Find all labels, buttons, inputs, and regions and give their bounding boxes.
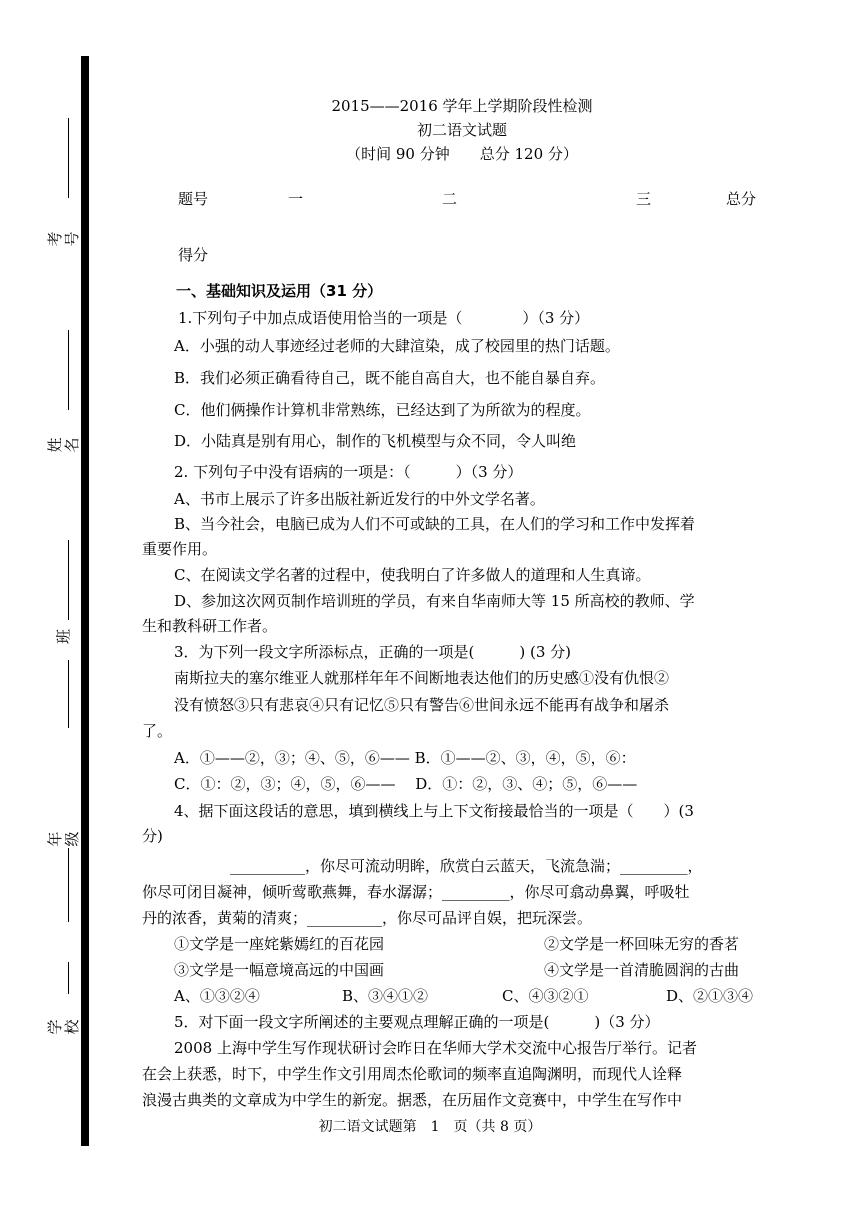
- score-row-label: 得分: [178, 246, 209, 264]
- side-line: [68, 660, 69, 728]
- passage-text: 2008 上海中学生写作现状研讨会昨日在华师大学术交流中心报告厅举行。记者: [174, 1039, 697, 1057]
- score-header-label: 题号: [178, 190, 209, 208]
- choice-item: ②文学是一杯回味无穷的香茗: [544, 935, 740, 953]
- option-text: 生和教科研工作者。: [142, 617, 278, 635]
- score-col-2: 二: [442, 190, 458, 208]
- passage-text: 南斯拉夫的塞尔维亚人就那样年年不间断地表达他们的历史感①没有仇恨②: [174, 669, 670, 687]
- score-col-1: 一: [288, 190, 304, 208]
- option-text: D、参加这次网页制作培训班的学员，有来自华南师大等 15 所高校的教师、学: [174, 592, 695, 610]
- side-label-name: 姓名: [46, 437, 81, 453]
- score-col-3: 三: [636, 190, 652, 208]
- side-label-exam-no: 考号: [46, 231, 81, 247]
- question-5: 5．对下面一段文字所阐述的主要观点理解正确的一项是( )（3 分）: [174, 1013, 660, 1031]
- passage-text: 了。: [142, 722, 173, 740]
- page-footer: 初二语文试题第 1 页（共 8 页）: [318, 1119, 542, 1135]
- side-line: [68, 848, 69, 922]
- question-4: 4、据下面这段话的意思，填到横线上与上下文衔接最恰当的一项是（ ）(3: [174, 802, 694, 820]
- passage-text: 你尽可闭目凝神，倾听莺歌燕舞，春水潺潺；_________，你尽可翕动鼻翼，呼吸牡: [142, 883, 690, 901]
- side-line: [68, 962, 69, 994]
- side-line: [68, 330, 69, 410]
- option-text: A．①——②，③；④、⑤，⑥—— B．①——②、③，④，⑤，⑥：: [174, 749, 636, 767]
- option-text: 重要作用。: [142, 540, 218, 558]
- option-text: C、在阅读文学名著的过程中，使我明白了许多做人的道理和人生真谛。: [174, 566, 651, 584]
- side-label-grade: 年级: [46, 831, 81, 847]
- option-text: C．他们俩操作计算机非常熟练，已经达到了为所欲为的程度。: [174, 401, 591, 419]
- passage-text: 丹的浓香，黄菊的清爽；__________，你尽可品评自娱，把玩深尝。: [142, 909, 593, 927]
- exam-time-info: （时间 90 分钟 总分 120 分）: [346, 145, 578, 163]
- choice-item: ①文学是一座姹紫嫣红的百花园: [174, 935, 385, 953]
- option-text: A．小强的动人事迹经过老师的大肆渲染，成了校园里的热门话题。: [174, 337, 620, 355]
- question-1: 1.下列句子中加点成语使用恰当的一项是（ ）（3 分）: [178, 309, 590, 327]
- passage-text: 在会上获悉，时下，中学生作文引用周杰伦歌词的频率直追陶渊明，而现代人诠释: [142, 1065, 683, 1083]
- choice-item: ③文学是一幅意境高远的中国画: [174, 961, 385, 979]
- option-text: C．①：②，③；④，⑤，⑥—— D．①：②，③、④；⑤，⑥——: [174, 775, 638, 793]
- option-text: B、③④①②: [342, 987, 429, 1005]
- section-heading: 一、基础知识及运用（31 分）: [176, 282, 383, 300]
- option-text: B．我们必须正确看待自己，既不能自高自大，也不能自暴自弃。: [174, 369, 606, 387]
- binding-bar: [81, 56, 89, 1146]
- side-line: [68, 118, 69, 198]
- passage-text: 浪漫古典类的文章成为中学生的新宠。据悉，在历届作文竞赛中，中学生在写作中: [142, 1091, 683, 1109]
- option-text: B、当今社会，电脑已成为人们不可或缺的工具，在人们的学习和工作中发挥着: [174, 515, 696, 533]
- exam-header: [142, 94, 782, 166]
- option-text: D、②①③④: [666, 987, 754, 1005]
- question-2: 2. 下列句子中没有语病的一项是：（ ）（3 分）: [174, 463, 523, 481]
- question-text: 分): [142, 827, 163, 845]
- exam-title: 2015——2016 学年上学期阶段性检测: [331, 97, 593, 115]
- option-text: A、①③②④: [174, 987, 260, 1005]
- option-text: D．小陆真是别有用心，制作的飞机模型与众不同，令人叫绝: [174, 432, 577, 450]
- passage-text: __________，你尽可流动明眸，欣赏白云蓝天，飞流急湍；_________，: [230, 857, 703, 875]
- passage-text: 没有愤怒③只有悲哀④只有记忆⑤只有警告⑥世间永远不能再有战争和屠杀: [174, 696, 670, 714]
- score-col-total: 总分: [726, 190, 757, 208]
- question-3: 3．为下列一段文字所添标点，正确的一项是( ) (3 分): [174, 643, 572, 661]
- side-label-school: 学校: [46, 1019, 81, 1035]
- side-label-class: 班: [54, 629, 73, 645]
- option-text: C、④③②①: [502, 987, 589, 1005]
- side-line: [68, 540, 69, 620]
- choice-item: ④文学是一首清脆圆润的古曲: [544, 961, 740, 979]
- option-text: A、书市上展示了许多出版社新近发行的中外文学名著。: [174, 490, 545, 508]
- exam-subtitle: 初二语文试题: [416, 121, 507, 139]
